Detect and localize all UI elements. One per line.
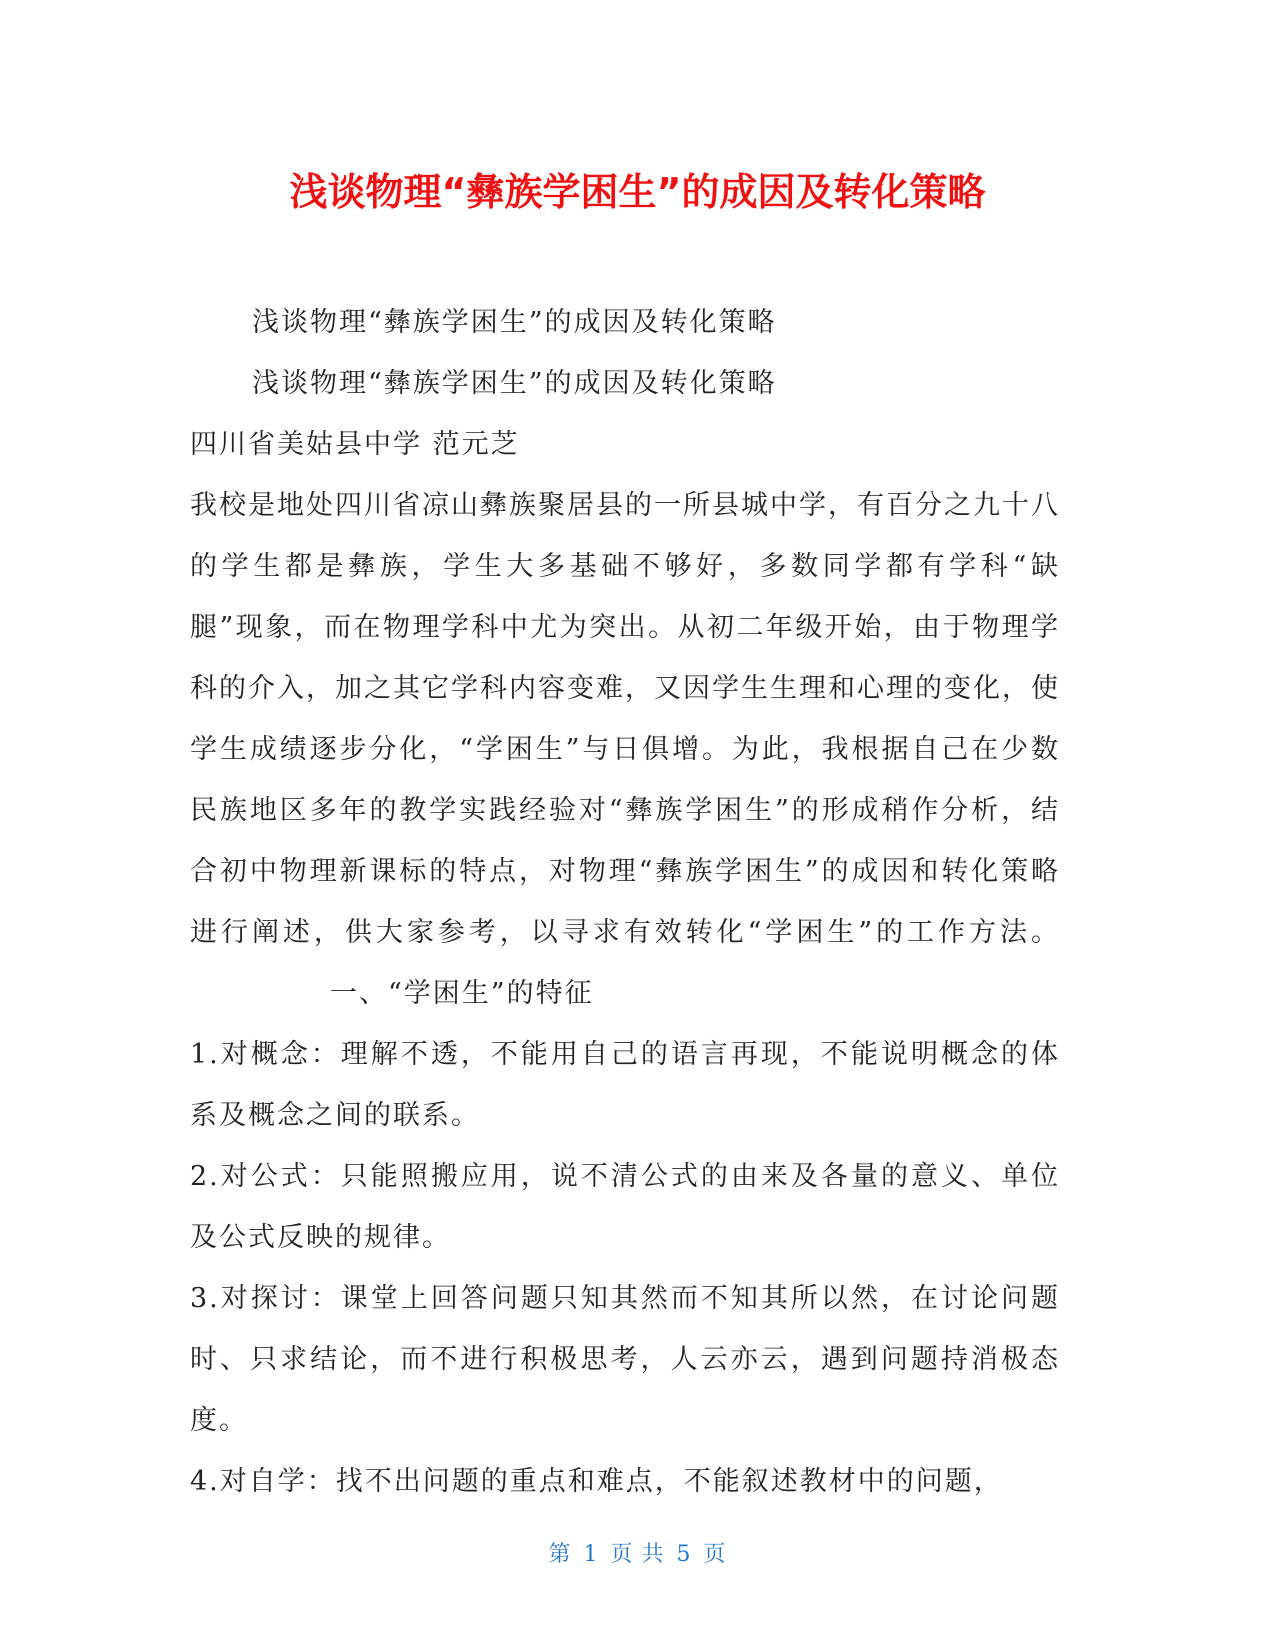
list-item: 3.对探讨：课堂上回答问题只知其然而不知其所以然，在讨论问题时、只求结论，而不进行积极思考，人云亦云，遇到问题持消极态度。 [190, 1283, 1060, 1436]
page-label-suffix: 页 [703, 1542, 727, 1567]
page-label-prefix: 第 [548, 1542, 572, 1567]
list-item: 2.对公式：只能照搬应用，说不清公式的由来及各量的意义、单位及公式反映的规律。 [190, 1161, 1060, 1253]
author-line: 四川省美姑县中学 范元芝 [190, 429, 520, 460]
page-footer [0, 1540, 1275, 1570]
list-item: 1.对概念：理解不透，不能用自己的语言再现，不能说明概念的体系及概念之间的联系。 [190, 1039, 1060, 1131]
subtitle-line: 浅谈物理“彝族学困生”的成因及转化策略 [252, 368, 777, 399]
page-label-mid: 页 共 [610, 1542, 665, 1567]
list-item: 4.对自学：找不出问题的重点和难点，不能叙述教材中的问题， [190, 1466, 1003, 1497]
current-page-number: 1 [583, 1542, 599, 1567]
document-title: 浅谈物理“彝族学困生”的成因及转化策略 [289, 170, 986, 214]
intro-text: 我校是地处四川省凉山彝族聚居县的一所县城中学，有百分之九十八的学生都是彝族，学生大多基础不够好，多数同学都有学科“缺腿”现象，而在物理学科中尤为突出。从初二年级开始，由于物理学科的介入，加之其它学科内容变难，又因学生生理和心理的变化，使学生成绩逐步分化，“学困生”与日俱增。为此，我根据自己在少数民族地区多年的教学实践经验对“彝族学困生”的形成稍作分析，结合初中物理新课标的特点，对物理“彝族学困生”的成因和转化策略进行阐述，供大家参考，以寻求有效转化“学困生”的工作方法。 [190, 490, 1060, 948]
document-body [190, 292, 1060, 1512]
total-page-number: 5 [676, 1542, 692, 1567]
subtitle-line: 浅谈物理“彝族学困生”的成因及转化策略 [252, 307, 777, 338]
section-heading: 一、“学困生”的特征 [330, 978, 594, 1009]
intro-paragraph [190, 475, 1060, 1024]
